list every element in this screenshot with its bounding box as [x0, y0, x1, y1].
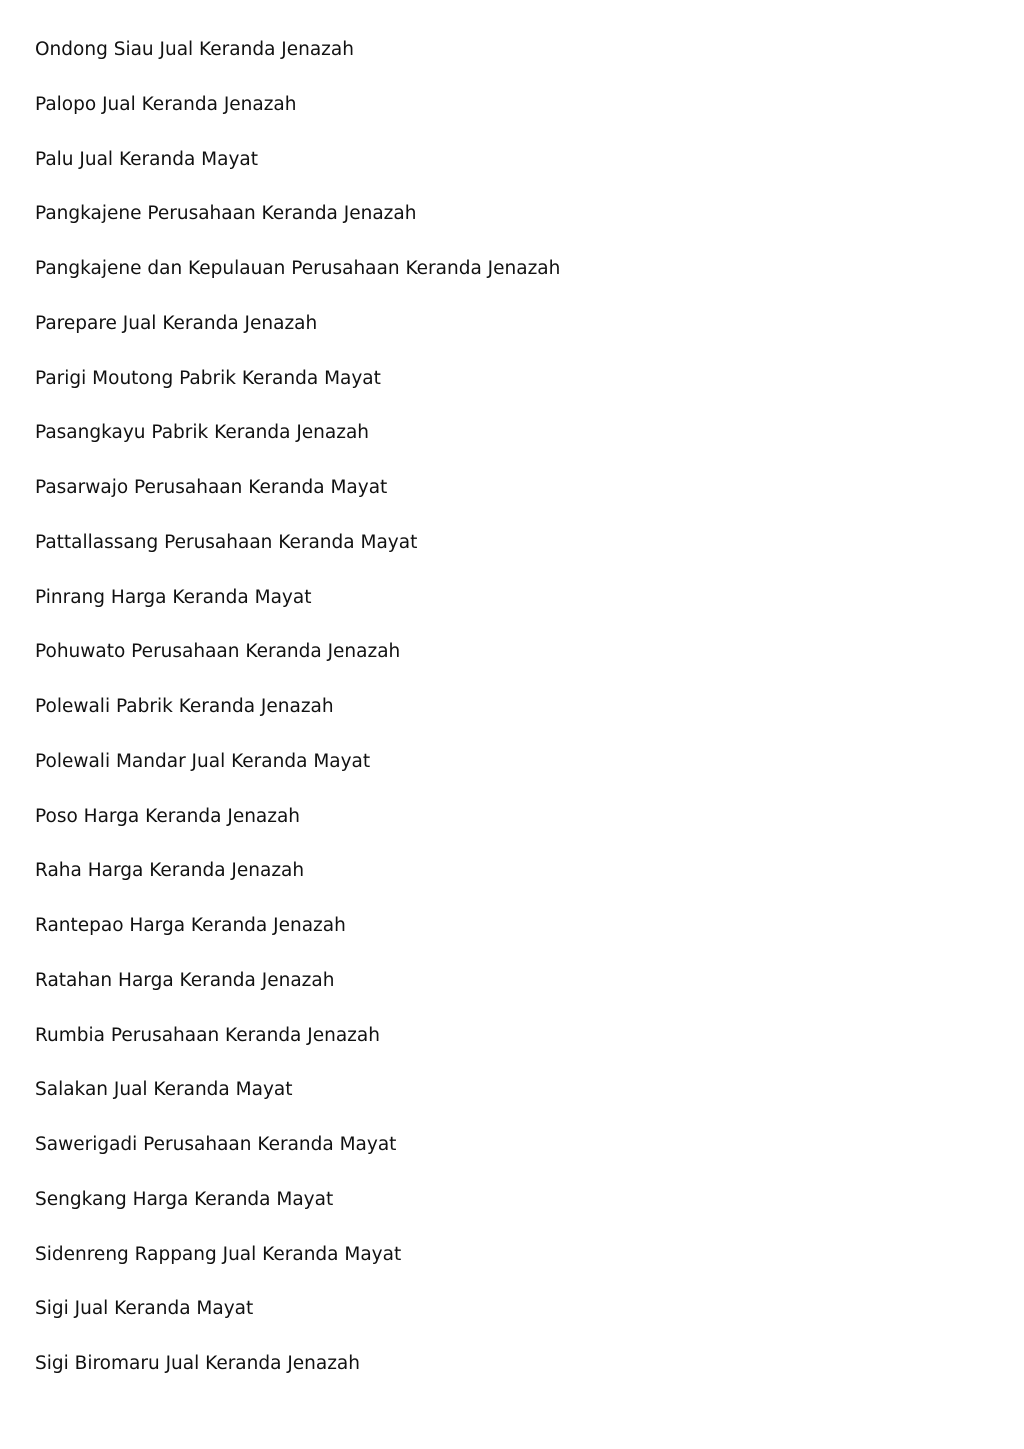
- list-item: Ratahan Harga Keranda Jenazah: [35, 969, 335, 991]
- list-item: Salakan Jual Keranda Mayat: [35, 1079, 293, 1101]
- text-list: [35, 36, 935, 1405]
- list-item: Rantepao Harga Keranda Jenazah: [35, 915, 346, 936]
- list-item: Pasangkayu Pabrik Keranda Jenazah: [35, 422, 370, 444]
- list-item: Raha Harga Keranda Jenazah: [35, 860, 305, 882]
- list-item: Pohuwato Perusahaan Keranda Jenazah: [35, 641, 401, 663]
- list-item: Polewali Pabrik Keranda Jenazah: [35, 696, 334, 717]
- list-item: Parigi Moutong Pabrik Keranda Mayat: [35, 367, 381, 389]
- list-item: Pangkajene Perusahaan Keranda Jenazah: [35, 203, 417, 225]
- list-item: Sawerigadi Perusahaan Keranda Mayat: [35, 1134, 397, 1155]
- list-item: Palu Jual Keranda Mayat: [35, 148, 259, 170]
- list-item: Ondong Siau Jual Keranda Jenazah: [35, 39, 354, 60]
- list-item: Pasarwajo Perusahaan Keranda Mayat: [35, 477, 388, 498]
- list-item: Pangkajene dan Kepulauan Perusahaan Keranda Jenazah: [35, 258, 561, 279]
- list-item: Parepare Jual Keranda Jenazah: [35, 312, 318, 334]
- list-item: Polewali Mandar Jual Keranda Mayat: [35, 750, 371, 772]
- list-item: Sengkang Harga Keranda Mayat: [35, 1188, 334, 1210]
- list-item: Rumbia Perusahaan Keranda Jenazah: [35, 1024, 380, 1046]
- list-item: Palopo Jual Keranda Jenazah: [35, 93, 297, 115]
- list-item: Pinrang Harga Keranda Mayat: [35, 586, 312, 608]
- list-item: Poso Harga Keranda Jenazah: [35, 805, 301, 827]
- list-item: Sidenreng Rappang Jual Keranda Mayat: [35, 1243, 402, 1265]
- list-item: Sigi Biromaru Jual Keranda Jenazah: [35, 1353, 360, 1374]
- list-item: Pattallassang Perusahaan Keranda Mayat: [35, 531, 418, 553]
- list-item: Sigi Jual Keranda Mayat: [35, 1298, 254, 1320]
